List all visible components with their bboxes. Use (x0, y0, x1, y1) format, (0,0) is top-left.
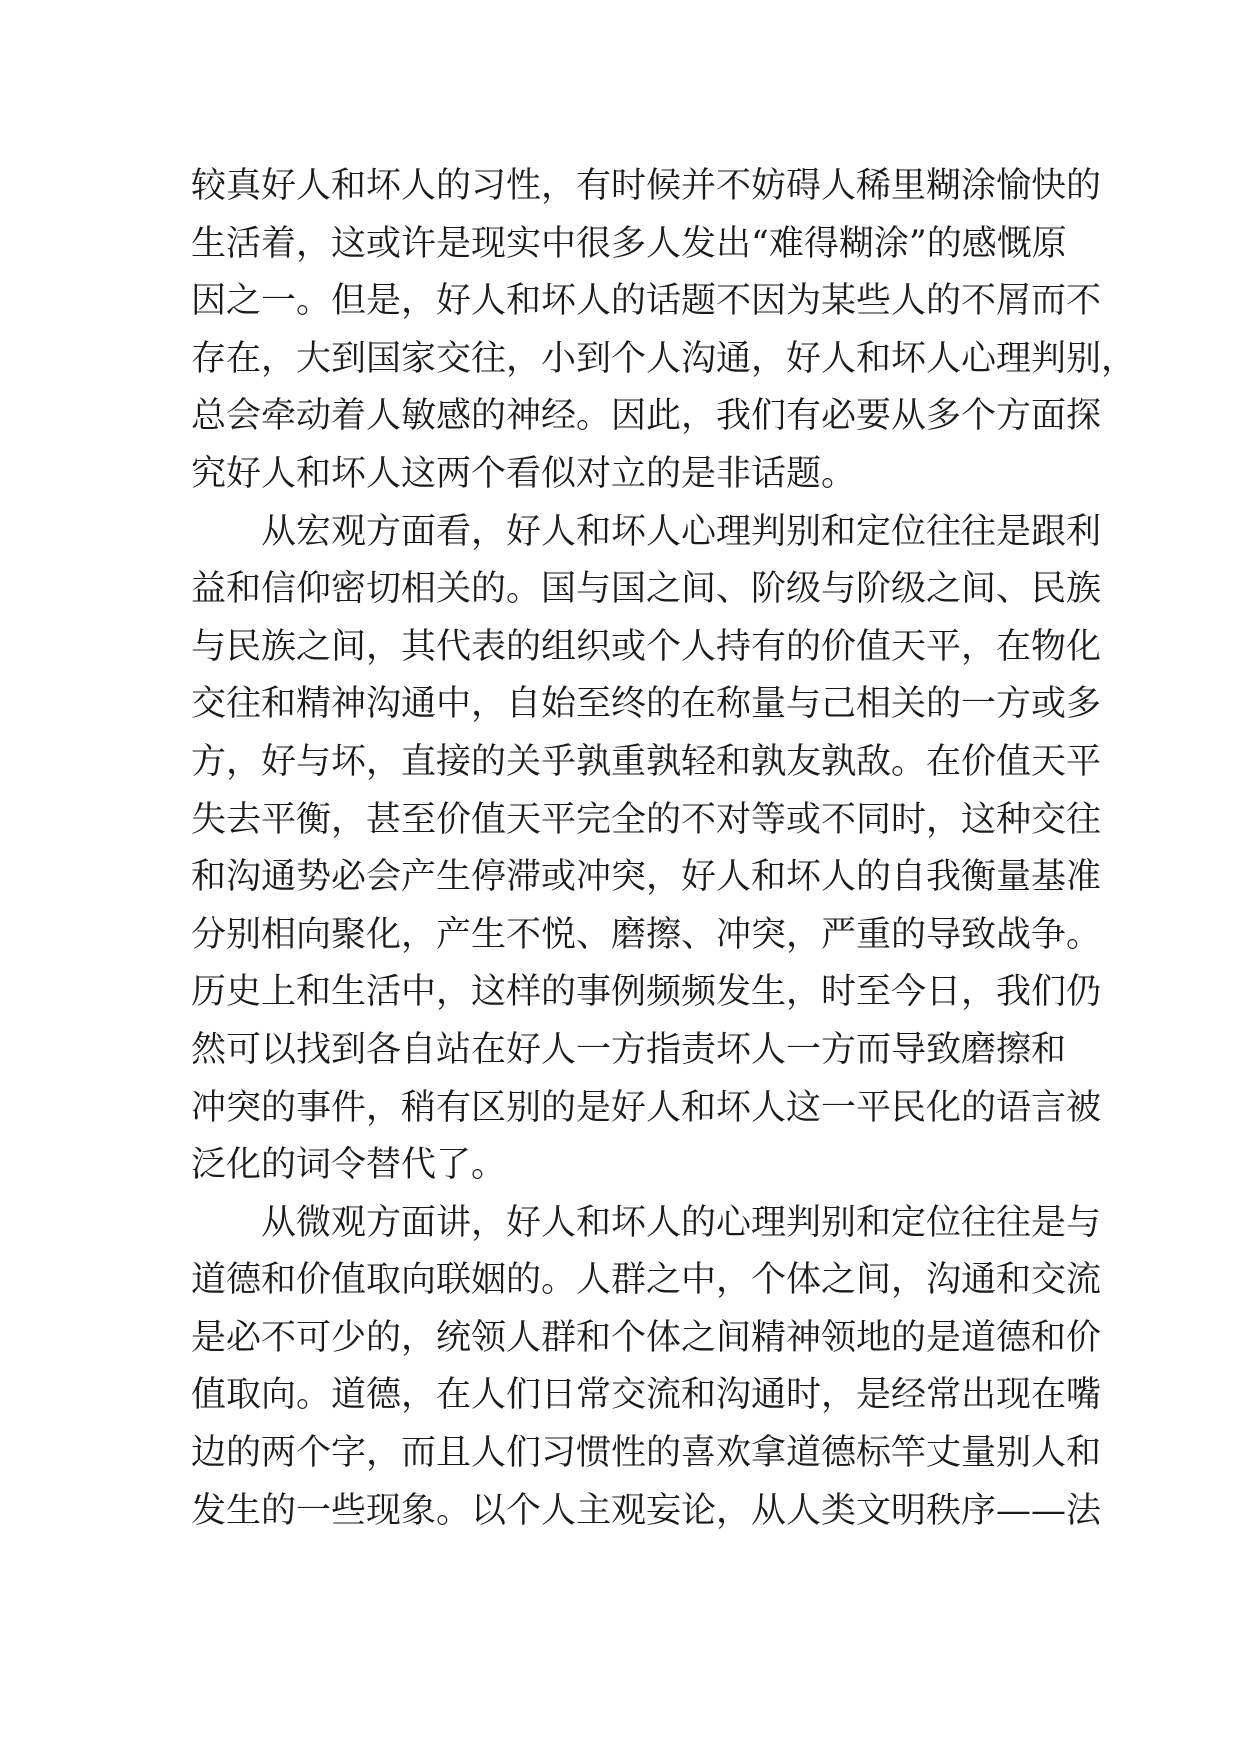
text-line: 生活着，这或许是现实中很多人发出“难得糊涂”的感慨原 (191, 223, 1067, 264)
text-line: 方，好与坏，直接的关乎孰重孰轻和孰友孰敌。在价值天平 (191, 741, 1102, 782)
text-line: 值取向。道德，在人们日常交流和沟通时，是经常出现在嘴 (191, 1375, 1102, 1416)
body-text (191, 158, 1137, 1540)
text-line: 益和信仰密切相关的。国与国之间、阶级与阶级之间、民族 (191, 569, 1102, 610)
text-line: 因之一。但是，好人和坏人的话题不因为某些人的不屑而不 (191, 281, 1102, 322)
text-line: 边的两个字，而且人们习惯性的喜欢拿道德标竿丈量别人和 (191, 1433, 1102, 1474)
text-line: 道德和价值取向联姻的。人群之中，个体之间，沟通和交流 (191, 1260, 1102, 1301)
text-line: 冲突的事件，稍有区别的是好人和坏人这一平民化的语言被 (191, 1087, 1102, 1128)
text-line: 然可以找到各自站在好人一方指责坏人一方而导致磨擦和 (191, 1029, 1067, 1070)
text-line: 是必不可少的，统领人群和个体之间精神领地的是道德和价 (191, 1317, 1102, 1358)
text-line: 发生的一些现象。以个人主观妄论，从人类文明秩序——法 (191, 1490, 1102, 1531)
text-line: 交往和精神沟通中，自始至终的在称量与己相关的一方或多 (191, 684, 1102, 725)
text-line: 存在，大到国家交往，小到个人沟通，好人和坏人心理判别， (191, 338, 1137, 379)
text-line: 失去平衡，甚至价值天平完全的不对等或不同时，这种交往 (191, 799, 1102, 840)
text-line: 较真好人和坏人的习性，有时候并不妨碍人稀里糊涂愉快的 (191, 166, 1102, 206)
text-line: 与民族之间，其代表的组织或个人持有的价值天平，在物化 (191, 626, 1102, 667)
text-line: 总会牵动着人敏感的神经。因此，我们有必要从多个方面探 (191, 396, 1102, 437)
text-line: 历史上和生活中，这样的事例频频发生，时至今日，我们仍 (191, 972, 1102, 1013)
paragraph-first-line: 从微观方面讲，好人和坏人的心理判别和定位往往是与 (261, 1202, 1102, 1243)
text-line: 和沟通势必会产生停滞或冲突，好人和坏人的自我衡量基准 (191, 857, 1102, 898)
text-line: 泛化的词令替代了。 (191, 1145, 507, 1186)
paragraph-first-line: 从宏观方面看，好人和坏人心理判别和定位往往是跟利 (261, 511, 1102, 552)
text-line: 分别相向聚化，产生不悦、磨擦、冲突，严重的导致战争。 (191, 914, 1102, 955)
text-line: 究好人和坏人这两个看似对立的是非话题。 (191, 453, 857, 494)
